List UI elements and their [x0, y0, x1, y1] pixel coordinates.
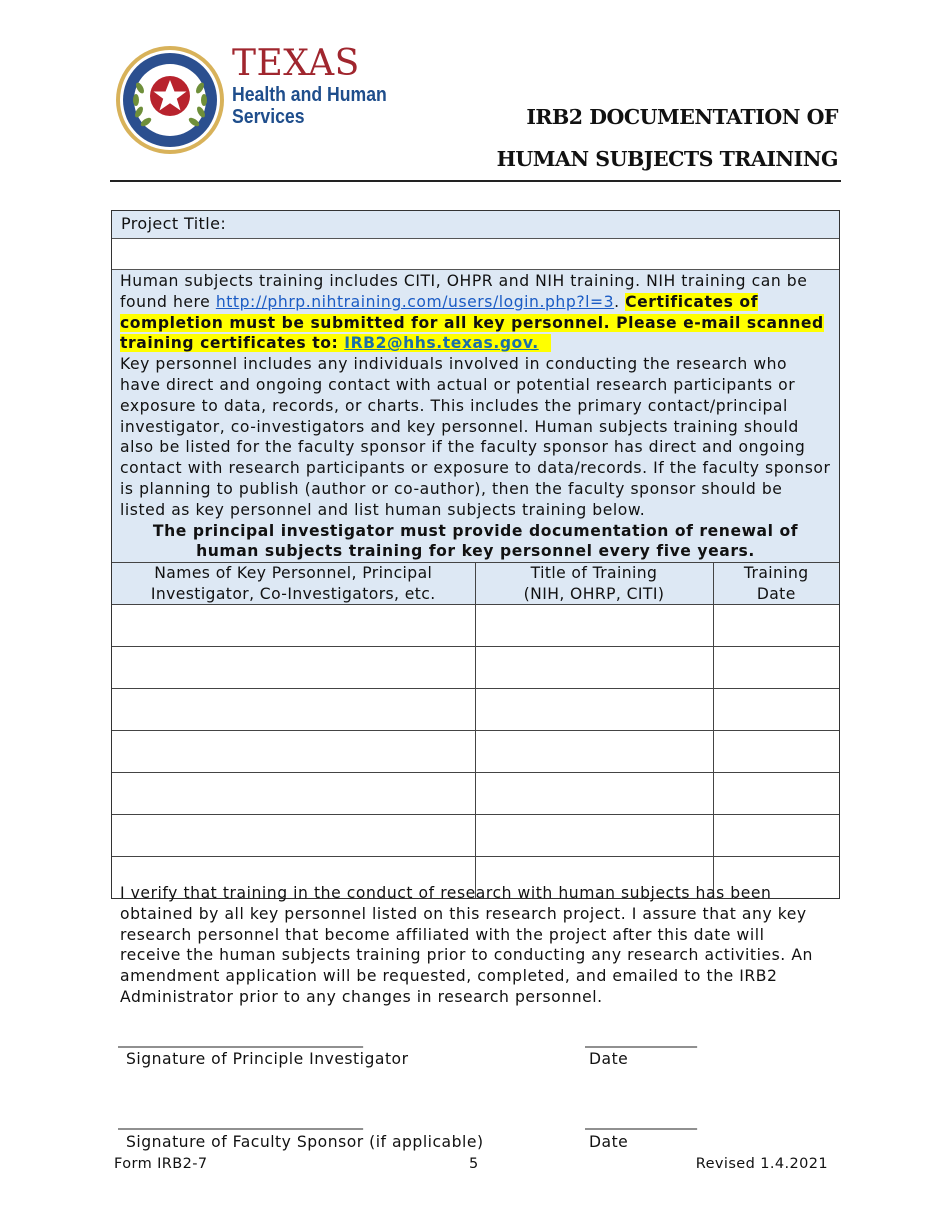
- table-row: [112, 689, 839, 731]
- key-personnel-description: Key personnel includes any individuals involved in conducting the research who have direct and ongoing contact with actual or potential research participants or exposure to data, records, or charts. This includes the primary contact/principal investigator, co-investigators and key personnel. Human subjects training should also be listed for the faculty sponsor if the faculty sponsor has direct and ongoing contact with research participants or exposure to data/records. If the faculty sponsor is planning to publish (author or co-author), then the faculty sponsor should be listed as key personnel and list human subjects training below.: [120, 355, 831, 519]
- certificates-highlight: Certificates of completion must be submitted for all key personnel. Please e-mail scanned training certificates to:: [120, 292, 824, 353]
- sponsor-date-line[interactable]: ________________: [585, 1114, 697, 1130]
- verification-statement: I verify that training in the conduct of research with human subjects has been obtained by all key personnel listed on this research project. I assure that any key research personnel that become affiliated with the project after this date will receive the human subjects training prior to conducting any research activities. An amendment application will be requested, completed, and emailed to the IRB2 Administrator prior to any changes in research personnel.: [120, 884, 813, 1006]
- training-title-cell[interactable]: [475, 689, 713, 731]
- training-date-cell[interactable]: [713, 689, 839, 731]
- irb2-email-link[interactable]: IRB2@hhs.texas.gov.: [344, 334, 539, 353]
- instructions-after-link: .: [614, 292, 626, 311]
- header-divider: [110, 180, 841, 182]
- personnel-name-cell[interactable]: [112, 815, 475, 857]
- pi-signature-label: Signature of Principle Investigator: [126, 1050, 409, 1068]
- training-instructions: [112, 270, 839, 562]
- training-date-cell[interactable]: [713, 773, 839, 815]
- revision-date: Revised 1.4.2021: [695, 1156, 828, 1172]
- pi-date-line[interactable]: ________________: [585, 1032, 697, 1048]
- table-row: [112, 815, 839, 857]
- nih-training-link[interactable]: http://phrp.nihtraining.com/users/login.php?l=3: [215, 292, 615, 311]
- table-header-row: [112, 563, 839, 605]
- logo-subtitle-line1: Health and Human: [232, 83, 387, 106]
- project-title-field[interactable]: [112, 239, 839, 270]
- logo-wordmark: TEXAS: [232, 43, 360, 84]
- column-header-names: Names of Key Personnel, Principal Investigator, Co-Investigators, etc.: [112, 563, 475, 605]
- training-title-cell[interactable]: [475, 815, 713, 857]
- sponsor-signature-line[interactable]: ___________________________________: [118, 1114, 363, 1130]
- training-title-cell[interactable]: [475, 647, 713, 689]
- pi-date-label: Date: [589, 1050, 629, 1068]
- instructions-intro: Human subjects training includes CITI, OHPR and NIH training. NIH training can be found here: [120, 272, 808, 311]
- form-id: Form IRB2-7: [114, 1156, 208, 1172]
- table-row: [112, 647, 839, 689]
- column-header-training-title: Title of Training (NIH, OHRP, CITI): [475, 563, 713, 605]
- pi-signature-line[interactable]: ___________________________________: [118, 1032, 363, 1048]
- personnel-table: [112, 562, 839, 898]
- training-date-cell[interactable]: [713, 731, 839, 773]
- document-title: [497, 96, 838, 180]
- project-title-label: Project Title:: [112, 211, 839, 239]
- training-date-cell[interactable]: [713, 605, 839, 647]
- personnel-name-cell[interactable]: [112, 731, 475, 773]
- renewal-requirement: The principal investigator must provide documentation of renewal of human subjects training for key personnel every five years.: [152, 521, 799, 561]
- training-title-cell[interactable]: [475, 773, 713, 815]
- agency-logo: [114, 44, 394, 156]
- training-form: [111, 210, 840, 899]
- training-date-cell[interactable]: [713, 647, 839, 689]
- column-header-training-date: Training Date: [713, 563, 839, 605]
- training-date-cell[interactable]: [713, 815, 839, 857]
- page-number: 5: [469, 1156, 479, 1172]
- sponsor-date-label: Date: [589, 1133, 629, 1151]
- personnel-name-cell[interactable]: [112, 773, 475, 815]
- document-title-line2: HUMAN SUBJECTS TRAINING: [496, 147, 838, 171]
- personnel-name-cell[interactable]: [112, 605, 475, 647]
- document-title-line1: IRB2 DOCUMENTATION OF: [526, 105, 838, 129]
- training-title-cell[interactable]: [475, 731, 713, 773]
- personnel-name-cell[interactable]: [112, 647, 475, 689]
- logo-subtitle-line2: Services: [232, 105, 305, 128]
- table-row: [112, 731, 839, 773]
- personnel-name-cell[interactable]: [112, 689, 475, 731]
- table-row: [112, 773, 839, 815]
- state-seal-icon: [114, 44, 226, 156]
- table-row: [112, 605, 839, 647]
- sponsor-signature-label: Signature of Faculty Sponsor (if applicable): [126, 1133, 484, 1151]
- training-title-cell[interactable]: [475, 605, 713, 647]
